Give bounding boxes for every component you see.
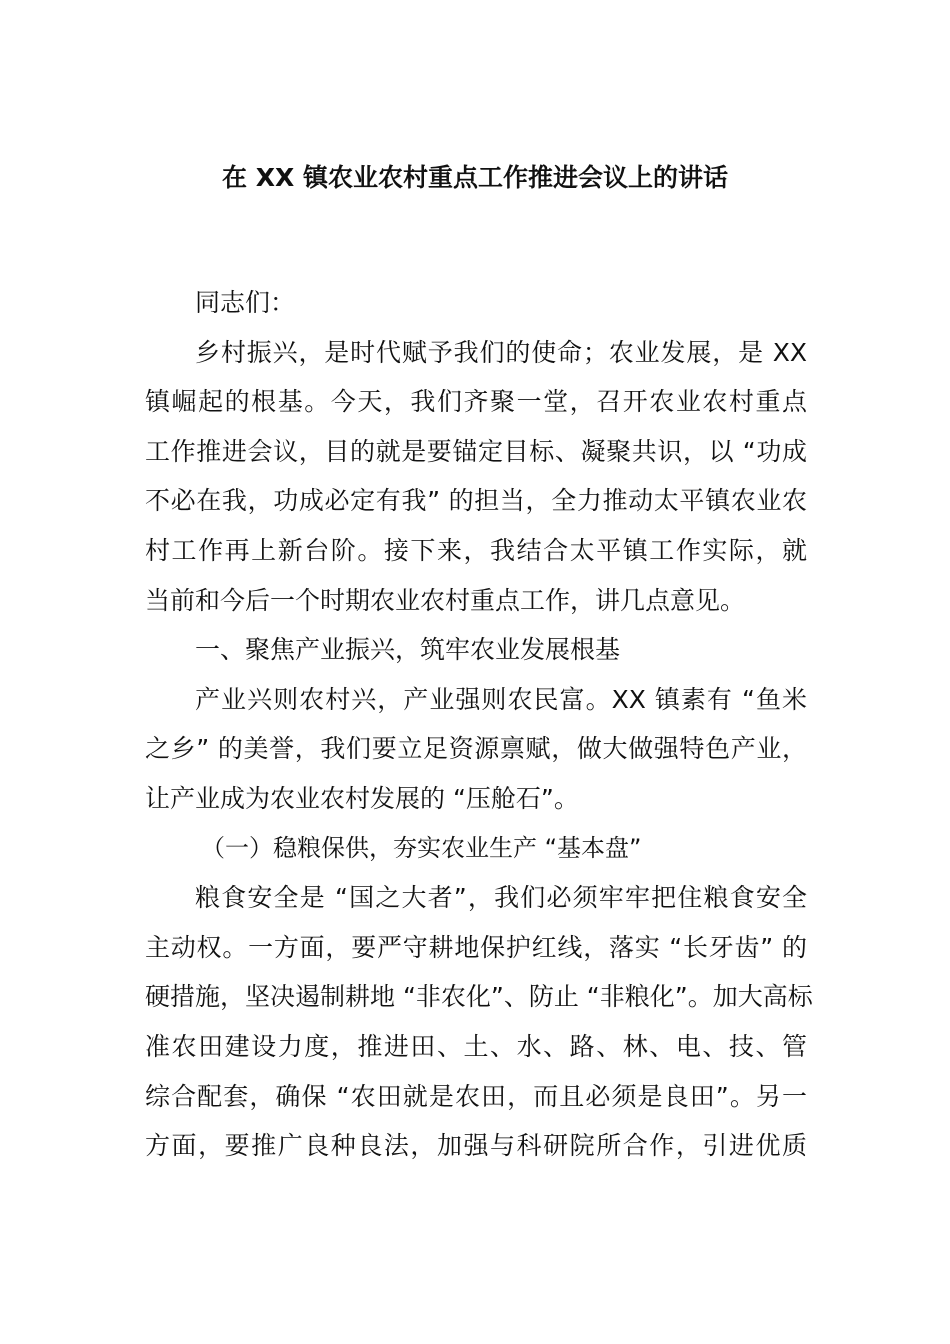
body-line: 硬措施，坚决遏制耕地 “非农化”、防止 “非粮化”。加大高标 <box>145 982 813 1012</box>
body-line: 综合配套，确保 “农田就是农田，而且必须是良田”。另一 <box>145 1081 807 1111</box>
body-line: 方面，要推广良种良法，加强与科研院所合作，引进优质 <box>145 1131 807 1161</box>
document-title: 在 XX 镇农业农村重点工作推进会议上的讲话 <box>222 163 728 192</box>
body-line: 之乡” 的美誉，我们要立足资源禀赋，做大做强特色产业， <box>145 734 807 764</box>
body-line: 乡村振兴，是时代赋予我们的使命；农业发展，是 XX <box>195 337 807 367</box>
body-line: 当前和今后一个时期农业农村重点工作，讲几点意见。 <box>145 585 746 615</box>
body-line: （一）稳粮保供，夯实农业生产 “基本盘” <box>201 833 642 862</box>
document-body <box>145 278 813 1171</box>
body-line: 准农田建设力度，推进田、土、水、路、林、电、技、管 <box>145 1031 807 1061</box>
body-line: 让产业成为农业农村发展的 “压舱石”。 <box>145 783 579 813</box>
body-line: 不必在我，功成必定有我” 的担当，全力推动太平镇农业农 <box>145 486 807 516</box>
body-line: 村工作再上新台阶。接下来，我结合太平镇工作实际，就 <box>145 535 807 565</box>
body-line: 产业兴则农村兴，产业强则农民富。XX 镇素有 “鱼米 <box>195 684 807 714</box>
body-line: 一、聚焦产业振兴，筑牢农业发展根基 <box>195 635 621 665</box>
body-line: 粮食安全是 “国之大者”，我们必须牢牢把住粮食安全 <box>195 883 807 913</box>
body-line: 镇崛起的根基。今天，我们齐聚一堂，召开农业农村重点 <box>145 387 807 417</box>
body-line: 主动权。一方面，要严守耕地保护红线，落实 “长牙齿” 的 <box>145 932 807 962</box>
body-line: 工作推进会议，目的就是要锚定目标、凝聚共识，以 “功成 <box>145 436 807 466</box>
body-line: 同志们： <box>195 288 296 317</box>
